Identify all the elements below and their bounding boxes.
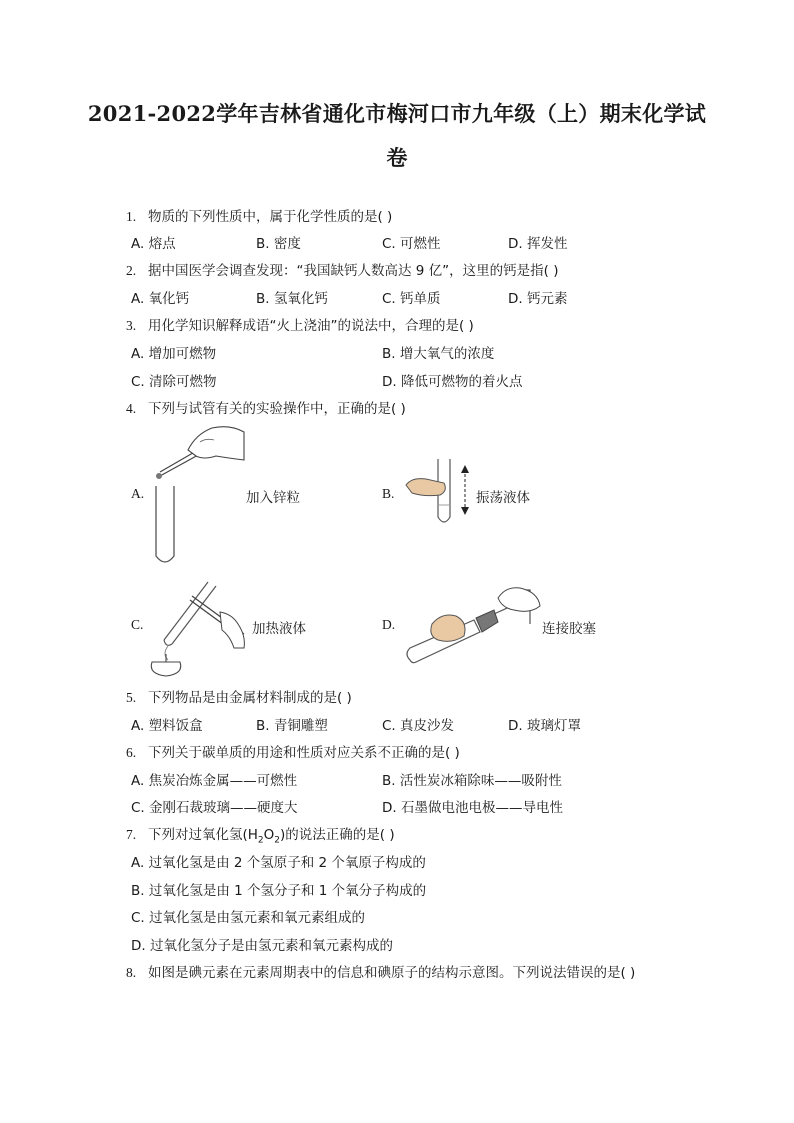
question-7-text: 下列对过氧化氢$(H_2O_2)$的说法正确的是( ): [148, 827, 395, 846]
stopper-connecting-figure: [402, 584, 542, 670]
q7-option-b: B. 过氧化氢是由 1 个氢分子和 1 个氧分子构成的: [131, 883, 427, 899]
q1-option-c: C. 可燃性: [382, 236, 441, 252]
q7-option-c: C. 过氧化氢是由氢元素和氧元素组成的: [131, 910, 366, 926]
q2-option-b: B. 氢氧化钙: [256, 291, 328, 307]
q7-option-a: A. 过氧化氢是由 2 个氢原子和 2 个氧原子构成的: [131, 855, 426, 871]
q4-figure-c-caption: 加热液体: [252, 621, 306, 637]
heating-tube-figure: [146, 578, 251, 678]
q2-option-c: C. 钙单质: [382, 291, 441, 307]
question-3: 3. 用化学知识解释成语“火上浇油”的说法中，合理的是( ): [126, 318, 474, 334]
q5-option-d: D. 玻璃灯罩: [508, 718, 581, 734]
question-4: 4. 下列与试管有关的实验操作中，正确的是( ): [126, 401, 406, 417]
q1-option-a: A. 熔点: [131, 236, 176, 252]
question-5-text: 下列物品是由金属材料制成的是( ): [148, 690, 352, 706]
q5-option-c: C. 真皮沙发: [382, 718, 455, 734]
q6-option-d: D. 石墨做电池电极——导电性: [382, 800, 563, 816]
page-title: [70, 92, 724, 180]
question-1-text: 物质的下列性质中，属于化学性质的是( ): [148, 209, 393, 225]
question-2-text: 据中国医学会调查发现：“我国缺钙人数高达 9 亿”，这里的钙是指( ): [148, 263, 559, 279]
question-2: 2. 据中国医学会调查发现：“我国缺钙人数高达 9 亿”，这里的钙是指( ): [126, 263, 559, 279]
q3-option-c: C. 清除可燃物: [131, 374, 217, 390]
test-tube-tweezers-figure: [148, 420, 248, 570]
question-4-text: 下列与试管有关的实验操作中，正确的是( ): [148, 401, 406, 417]
q4-figure-a-label: A.: [131, 486, 145, 501]
title-line-2: 卷: [386, 145, 408, 170]
question-1: 1. 物质的下列性质中，属于化学性质的是( ): [126, 209, 393, 225]
q4-figure-b-label: B.: [382, 486, 395, 501]
question-6: 6. 下列关于碳单质的用途和性质对应关系不正确的是( ): [126, 745, 460, 761]
q2-option-a: A. 氧化钙: [131, 291, 190, 307]
q6-option-a: A. 焦炭冶炼金属——可燃性: [131, 773, 298, 789]
question-8: 8. 如图是碘元素在元素周期表中的信息和碘原子的结构示意图。下列说法错误的是( ): [126, 965, 636, 981]
question-8-text: 如图是碘元素在元素周期表中的信息和碘原子的结构示意图。下列说法错误的是( ): [148, 965, 636, 981]
question-6-text: 下列关于碳单质的用途和性质对应关系不正确的是( ): [148, 745, 460, 761]
q3-option-a: A. 增加可燃物: [131, 346, 217, 362]
q1-option-d: D. 挥发性: [508, 236, 568, 252]
title-line-1: 2021-2022学年吉林省通化市梅河口市九年级（上）期末化学试: [87, 101, 707, 126]
q2-option-d: D. 钙元素: [508, 291, 568, 307]
q4-figure-a-caption: 加入锌粒: [246, 490, 300, 506]
q7-option-d: D. 过氧化氢分子是由氢元素和氧元素构成的: [131, 938, 393, 954]
q6-option-b: B. 活性炭冰箱除味——吸附性: [382, 773, 562, 789]
q5-option-a: A. 塑料饭盒: [131, 718, 203, 734]
q4-figure-c-label: C.: [131, 617, 144, 632]
shaking-tube-figure: [404, 455, 474, 530]
q4-figure-d-label: D.: [382, 617, 396, 632]
q4-figure-b-caption: 振荡液体: [476, 490, 530, 506]
q6-option-c: C. 金刚石裁玻璃——硬度大: [131, 800, 298, 816]
q3-option-d: D. 降低可燃物的着火点: [382, 374, 523, 390]
q3-option-b: B. 增大氧气的浓度: [382, 346, 495, 362]
q4-figure-d-caption: 连接胶塞: [542, 621, 596, 637]
question-3-text: 用化学知识解释成语“火上浇油”的说法中，合理的是( ): [148, 318, 474, 334]
question-5: 5. 下列物品是由金属材料制成的是( ): [126, 690, 352, 706]
q1-option-b: B. 密度: [256, 236, 301, 252]
q5-option-b: B. 青铜雕塑: [256, 718, 328, 734]
question-7: 7. 下列对过氧化氢$(H_2O_2)$的说法正确的是( ): [126, 827, 395, 846]
